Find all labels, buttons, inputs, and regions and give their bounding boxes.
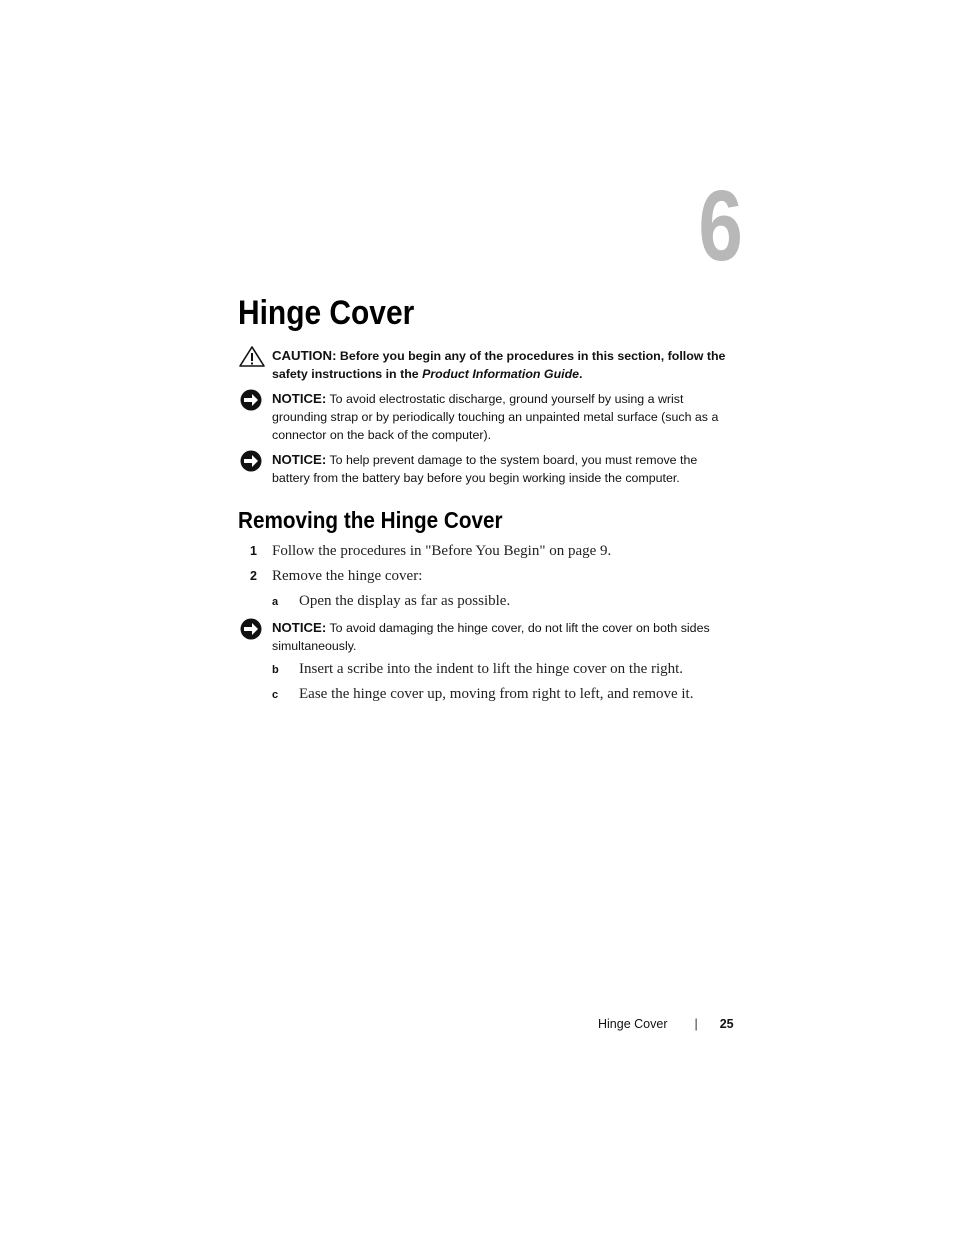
notice-battery-body: To help prevent damage to the system board, you must remove the battery from the battery bay before you begin working inside the computer. <box>272 453 698 485</box>
step-2 <box>250 566 422 586</box>
notice-battery <box>238 451 738 487</box>
caution-body-end: . <box>579 367 583 381</box>
notice-esd-body: To avoid electrostatic discharge, ground yourself by using a wrist grounding strap or by periodically touching an unpainted metal surface (such as a connector on the back of the computer). <box>272 392 719 442</box>
substep-letter: c <box>272 689 279 701</box>
substep-c <box>272 684 693 705</box>
notice-label: NOTICE: <box>272 620 327 635</box>
caution-text <box>272 347 738 383</box>
caution-label: CAUTION: <box>272 348 337 363</box>
notice-label: NOTICE: <box>272 452 327 467</box>
caution-body-text: Before you begin any of the procedures in this section, follow the safety instructions in the <box>272 349 726 381</box>
substep-text: Insert a scribe into the indent to lift the hinge cover on the right. <box>299 661 684 677</box>
step-text: Remove the hinge cover: <box>272 568 423 584</box>
step-number: 2 <box>250 569 257 583</box>
notice-arrow-icon <box>238 449 266 473</box>
caution-note <box>238 347 738 383</box>
notice-esd-text <box>272 390 738 444</box>
notice-hinge-body: To avoid damaging the hinge cover, do not lift the cover on both sides simultaneously. <box>272 621 710 653</box>
substep-text: Open the display as far as possible. <box>299 593 511 609</box>
substep-letter: b <box>272 664 279 676</box>
chapter-number: 6 <box>698 170 742 282</box>
substep-a <box>272 591 510 612</box>
notice-battery-text <box>272 451 738 487</box>
caution-body <box>272 349 725 381</box>
substep-text: Ease the hinge cover up, moving from right to left, and remove it. <box>299 686 694 702</box>
page-footer <box>598 1015 734 1033</box>
notice-arrow-icon <box>238 617 266 641</box>
step-number: 1 <box>250 544 257 558</box>
notice-arrow-icon <box>238 388 266 412</box>
step-1 <box>250 541 611 561</box>
notice-hinge <box>238 619 738 655</box>
substep-letter: a <box>272 596 279 608</box>
product-information-guide: Product Information Guide <box>422 367 580 381</box>
notice-esd <box>238 390 738 444</box>
notice-hinge-text <box>272 619 738 655</box>
footer-separator: | <box>694 1017 698 1031</box>
substep-b <box>272 659 683 680</box>
notice-label: NOTICE: <box>272 391 327 406</box>
section-title: Removing the Hinge Cover <box>238 507 503 533</box>
step-text: Follow the procedures in "Before You Begin" on page 9. <box>272 543 612 559</box>
page-number: 25 <box>719 1017 734 1031</box>
chapter-title: Hinge Cover <box>238 294 415 332</box>
footer-section-name: Hinge Cover <box>598 1017 668 1031</box>
caution-triangle-icon <box>238 345 266 369</box>
